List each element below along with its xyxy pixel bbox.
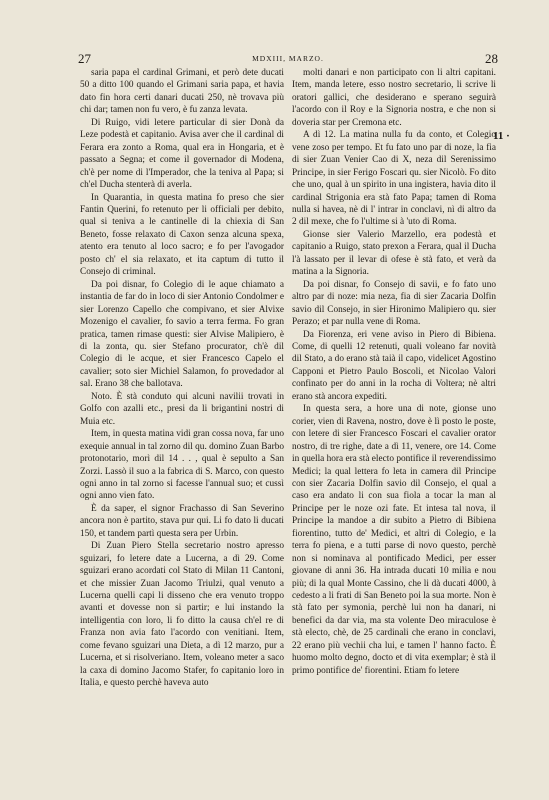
page-number-right: 28 — [485, 51, 498, 66]
paragraph: saria papa el cardinal Grimani, et però dete ducati 50 a ditto 100 quando el Grimani saria papa, et havia dato fin hora certi danari ducati 250, nè trovava più chi dar; tamen non fu vero, è fu zanza levata. — [80, 68, 284, 116]
paragraph: Da poi disnar, fo Consejo di savii, e fo fato uno altro par di noze: mia neza, fia di sier Zacaria Dolfin savio dil Consejo, in sier Hironimo Malipiero qu. sier Perazo; et par nulla vene di Roma. — [292, 279, 496, 328]
paragraph: In questa sera, a hore una di note, gionse uno corier, vien di Ravena, nostro, dove è lì posto le poste, con letere di sier Francesco Foscari el cavalier orator nostro, di tre righe, date a dì 11, venere, ore 14. Come in quella hora era stà electo pontifice il reverendissimo Medici; la qual lettera fo leta in camera dil Principe con sier Zacaria Dolfin savio dil Consejo, el qual a caso era andato li con sua fiola a tocar la man al Principe per le noze ozi fate. Et intesa tal nova, il Principe la mandoe a dir subito a Pietro di Bibiena fiorentino, tutto de' Medici, et altri di Colegio, e la terra fo piena, e a tutti parse di novo questo, perchè non si nominava al pontificado Medici, per esser giovane di anni 36. Ha intrada ducati 10 milia e nou più; di la qual Monte Cassino, che li dà ducati 4000, à cedesto a li frati di San Beneto poi la sua morte. Non è stà fato per symonia, perchè lui non ha danari, ni benefici da dar via, ma sta volente Deo miraculose è stà electo, chè, de 25 cardinali che erano in conclavi, 22 erano più vechii cha lui, e tamen l' hanno facto. È huomo molto degno, docto et di vita exemplar; è stà il primo pontifice de' fiorentini. Etiam fo letere — [292, 404, 496, 676]
paragraph: Gionse sier Valerio Marzello, era podestà et capitanio a Ruigo, stato prexon a Ferara, qual il Ducha l'à lassato per il levar di ofese è stà fato, et verà da matina a la Signoria. — [292, 229, 496, 278]
paragraph: È da saper, el signor Frachasso di San Severino ancora non è partito, stava pur qui. Li fo dato li ducati 150, et tandem partì questa sera per Urbin. — [80, 503, 284, 539]
paragraph: molti danari e non participato con li altri capitani. Item, manda letere, esso nostro secretario, li scrive li oratori gallici, che desiderano e sperano seguirà l'acordo con il Roy e la Signoria nostra, e che non si doveria star per Cremona etc. — [292, 68, 496, 128]
paragraph: Di Zuan Piero Stella secretario nostro apresso sguizari, fo letere date a Lucerna, a dì 29. Come sguizari erano acordati col Stato di Milan 11 Cantoni, et che missier Zuan Jacomo Triulzi, qual venuto a Lucerna quelli capi li disseno che era venuto troppo avanti et dovesse non si partir; e lui instando la intelligentia con loro, li fo ditto la causa ch'el re di Franza non avia fato l'acordo con venitiani. Item, come fevano sguizari una Dieta, a dì 12 marzo, pur a Lucerna, et si risolveriano. Item, voleano meter a saco la caxa di domino Jacomo Stafer, fo capitanio loro in Italia, e questo perchè haveva auto — [80, 541, 284, 689]
paragraph: Di Ruigo, vidi letere particular di sier Donà da Leze podestà et capitanio. Avisa aver che il cardinal di Ferara era zonto a Roma, qual era in Hongaria, et è passato a Segna; et come il governador di Modena, ch'è per nome di l'Imperador, che la teniva al Papa; si ch'el Ducha stenterà di averla. — [80, 117, 284, 191]
page-number-left: 27 — [78, 51, 91, 66]
paragraph: In Quarantia, in questa matina fo preso che sier Fantin Querini, fo retenuto per li officiali per debito, qual si teniva a le cantinelle di la chiexia di San Beneto, fosse relaxato di Caxon senza alcuna spexa, atento era tenuto al loco sacro; e fo per l'avogador posto ch' el sia relaxato, et ita captum di tutto il Consejo di criminal. — [80, 192, 284, 278]
running-title: MDXIII, MARZO. — [252, 54, 324, 63]
left-column — [80, 67, 284, 787]
paragraph: Da poi disnar, fo Colegio di le aque chiamato a instantia de far do in loco di sier Antonio Condolmer e sier Lorenzo Capello che compivano, et sier Alvixe Mozenigo el cavalier, fo savio a terra ferma. Fo gran pratica, tamen rimase questi: sier Alvise Malipiero, è di la zonta, qu. sier Stefano procurator, ch'è dil Colegio di le acque, et sier Francesco Capelo el cavalier; soto sier Michiel Salamon, fo provedador al sal. Erano 38 che ballotava. — [80, 279, 284, 390]
right-column — [292, 67, 496, 787]
margin-note: 11 · — [493, 130, 510, 142]
paragraph: Da Fiorenza, eri vene aviso in Piero di Bibiena. Come, di quelli 12 retenuti, quali voleano far novità dil Stato, a do erano stà taià il capo, videlicet Agostino Capponi et Pietro Paulo Boscoli, et Nicolao Valori confinato per do anni in la rocha di Voltera; nè altri erano stà ancora expediti. — [292, 329, 496, 402]
paragraph: A dì 12. La matina nulla fu da conto, et Colegio vene zoso per tempo. Et fu fato uno par di noze, la fia di sier Zuan Venier Cao di X, neza dil Serenissimo Principe, in sier Ferigo Foscari qu. sier Nicolò. Fo dito che uno, qual à un spirito in una ingistera, havia dito il cardinal Strigonia era stà fato Papa; tamen di Roma nulla si havea, nè di l' intrar in conclavi, nì di altro da 2 dil mexe, che fo l'ultime si à 'uto di Roma. — [292, 130, 496, 228]
paragraph: Item, in questa matina vidi gran cossa nova, far uno exequie annual in tal zorno dil qu. domino Zuan Barbo protonotario, morì dil 14 . . , qual è sepulto a San Zorzi. Lassò il suo a la fabrica di S. Marco, con questo ogni anno in tal zorno si facesse l'annual suo; et cussì ogni anno vien fato. — [80, 429, 284, 502]
paragraph: Noto. È stà conduto qui alcuni navilii trovati in Golfo con azalli etc., presi da li brigantini nostri di Muia etc. — [80, 391, 284, 427]
page-header — [78, 51, 498, 67]
